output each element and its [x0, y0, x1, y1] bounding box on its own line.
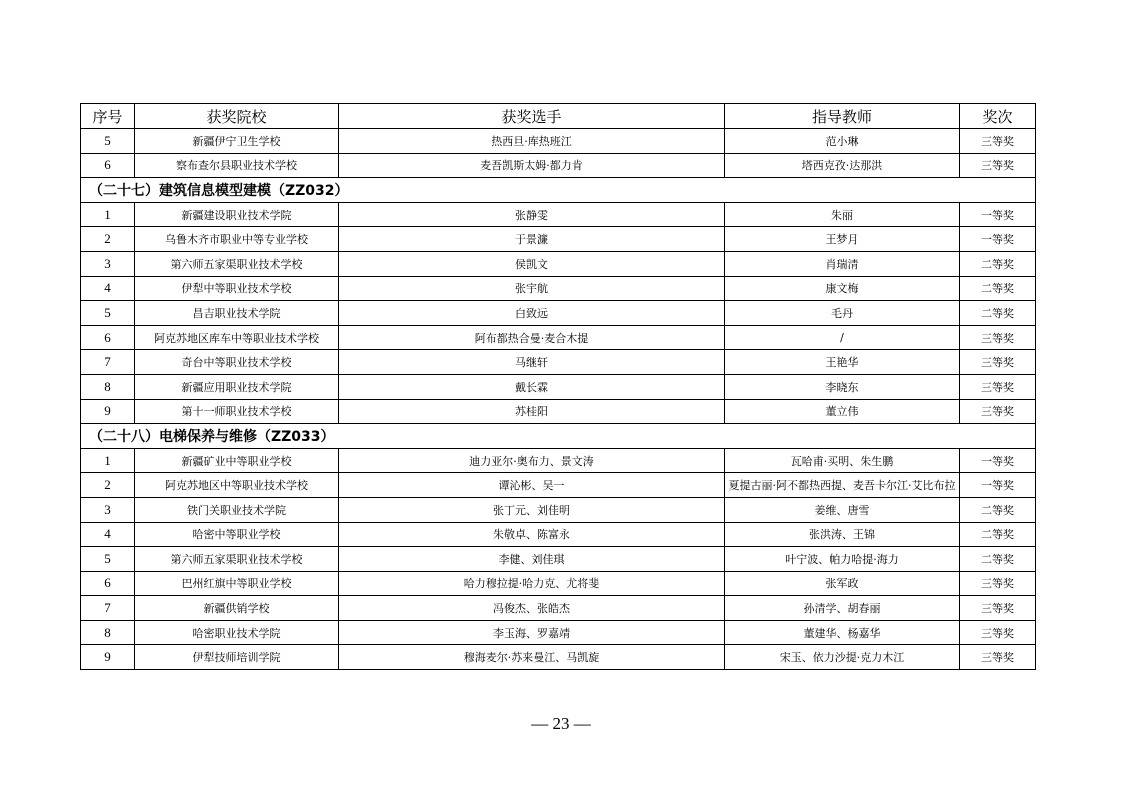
- table-row: [81, 645, 1036, 670]
- cell-index: 8: [81, 374, 135, 399]
- cell-contestant: 马继轩: [339, 350, 725, 375]
- cell-contestant: 冯俊杰、张皓杰: [339, 596, 725, 621]
- cell-award: 三等奖: [960, 325, 1036, 350]
- section-title: （二十八）电梯保养与维修（ZZ033）: [81, 424, 1036, 449]
- cell-index: 8: [81, 620, 135, 645]
- cell-school: 第六师五家渠职业技术学校: [135, 547, 339, 572]
- cell-school: 伊犁中等职业技术学校: [135, 276, 339, 301]
- cell-index: 7: [81, 350, 135, 375]
- cell-index: 5: [81, 301, 135, 326]
- cell-contestant: 迪力亚尔·奥布力、景文涛: [339, 448, 725, 473]
- cell-teacher: 范小琳: [725, 129, 960, 154]
- table-row: [81, 227, 1036, 252]
- section-header-row: [81, 424, 1036, 449]
- cell-school: 奇台中等职业技术学校: [135, 350, 339, 375]
- table-row: [81, 350, 1036, 375]
- cell-contestant: 白致远: [339, 301, 725, 326]
- table-row: [81, 547, 1036, 572]
- cell-award: 三等奖: [960, 596, 1036, 621]
- cell-teacher: 李晓东: [725, 374, 960, 399]
- cell-index: 2: [81, 473, 135, 498]
- cell-school: 新疆供销学校: [135, 596, 339, 621]
- cell-school: 第六师五家渠职业技术学校: [135, 251, 339, 276]
- cell-contestant: 李玉海、罗嘉靖: [339, 620, 725, 645]
- cell-school: 哈密中等职业学校: [135, 522, 339, 547]
- cell-contestant: 哈力穆拉提·哈力克、尤将斐: [339, 571, 725, 596]
- cell-contestant: 阿布都热合曼·麦合木提: [339, 325, 725, 350]
- cell-teacher: 塔西克孜·达那洪: [725, 153, 960, 178]
- cell-index: 5: [81, 129, 135, 154]
- cell-award: 一等奖: [960, 448, 1036, 473]
- cell-teacher: 朱丽: [725, 202, 960, 227]
- cell-contestant: 苏桂阳: [339, 399, 725, 424]
- cell-contestant: 麦吾凯斯太姆·都力肯: [339, 153, 725, 178]
- cell-teacher: 王艳华: [725, 350, 960, 375]
- cell-teacher: 张洪涛、王锦: [725, 522, 960, 547]
- cell-teacher: 康文梅: [725, 276, 960, 301]
- cell-teacher: 叶宁波、帕力哈提·海力: [725, 547, 960, 572]
- cell-school: 铁门关职业技术学院: [135, 497, 339, 522]
- cell-index: 6: [81, 571, 135, 596]
- cell-contestant: 张宇航: [339, 276, 725, 301]
- cell-teacher: 瓦哈甫·买明、朱生鹏: [725, 448, 960, 473]
- cell-award: 二等奖: [960, 497, 1036, 522]
- cell-award: 三等奖: [960, 399, 1036, 424]
- cell-contestant: 朱敬卓、陈富永: [339, 522, 725, 547]
- header-index: 序号: [81, 104, 135, 129]
- cell-award: 三等奖: [960, 153, 1036, 178]
- cell-school: 伊犁技师培训学院: [135, 645, 339, 670]
- table-row: [81, 473, 1036, 498]
- cell-contestant: 热西旦·库热班江: [339, 129, 725, 154]
- table-row: [81, 620, 1036, 645]
- table-row: [81, 276, 1036, 301]
- cell-award: 二等奖: [960, 547, 1036, 572]
- section-title: （二十七）建筑信息模型建模（ZZ032）: [81, 178, 1036, 203]
- header-school: 获奖院校: [135, 104, 339, 129]
- cell-school: 新疆建设职业技术学院: [135, 202, 339, 227]
- cell-contestant: 侯凯文: [339, 251, 725, 276]
- cell-school: 巴州红旗中等职业学校: [135, 571, 339, 596]
- table-row: [81, 399, 1036, 424]
- cell-award: 三等奖: [960, 571, 1036, 596]
- cell-award: 三等奖: [960, 645, 1036, 670]
- cell-award: 二等奖: [960, 251, 1036, 276]
- cell-award: 三等奖: [960, 129, 1036, 154]
- cell-contestant: 于景濂: [339, 227, 725, 252]
- cell-index: 7: [81, 596, 135, 621]
- cell-award: 一等奖: [960, 202, 1036, 227]
- cell-index: 6: [81, 325, 135, 350]
- cell-index: 1: [81, 202, 135, 227]
- cell-award: 二等奖: [960, 301, 1036, 326]
- cell-school: 新疆应用职业技术学院: [135, 374, 339, 399]
- cell-index: 6: [81, 153, 135, 178]
- cell-school: 哈密职业技术学院: [135, 620, 339, 645]
- cell-contestant: 戴长霖: [339, 374, 725, 399]
- cell-award: 三等奖: [960, 350, 1036, 375]
- cell-index: 3: [81, 251, 135, 276]
- table-row: [81, 251, 1036, 276]
- cell-contestant: 张丁元、刘佳明: [339, 497, 725, 522]
- cell-contestant: 张静雯: [339, 202, 725, 227]
- cell-award: 一等奖: [960, 473, 1036, 498]
- cell-index: 4: [81, 522, 135, 547]
- table-header-row: [81, 104, 1036, 129]
- cell-contestant: 谭沁彬、吴一: [339, 473, 725, 498]
- cell-teacher: 姜维、唐雪: [725, 497, 960, 522]
- header-teacher: 指导教师: [725, 104, 960, 129]
- cell-contestant: 李健、刘佳琪: [339, 547, 725, 572]
- section-header-row: [81, 178, 1036, 203]
- table-row: [81, 129, 1036, 154]
- table-row: [81, 571, 1036, 596]
- cell-award: 二等奖: [960, 276, 1036, 301]
- table-row: [81, 448, 1036, 473]
- table-row: [81, 202, 1036, 227]
- cell-award: 三等奖: [960, 620, 1036, 645]
- table-row: [81, 301, 1036, 326]
- table-row: [81, 522, 1036, 547]
- cell-index: 2: [81, 227, 135, 252]
- table-row: [81, 325, 1036, 350]
- cell-teacher: 董建华、杨嘉华: [725, 620, 960, 645]
- cell-index: 5: [81, 547, 135, 572]
- cell-teacher: 宋玉、依力沙提·克力木江: [725, 645, 960, 670]
- cell-teacher: 董立伟: [725, 399, 960, 424]
- cell-school: 察布查尔县职业技术学校: [135, 153, 339, 178]
- cell-award: 三等奖: [960, 374, 1036, 399]
- cell-index: 9: [81, 645, 135, 670]
- cell-index: 9: [81, 399, 135, 424]
- cell-index: 1: [81, 448, 135, 473]
- cell-contestant: 穆海麦尔·苏来曼江、马凯旋: [339, 645, 725, 670]
- cell-school: 阿克苏地区中等职业技术学校: [135, 473, 339, 498]
- table-body: [81, 129, 1036, 670]
- cell-school: 新疆矿业中等职业学校: [135, 448, 339, 473]
- cell-award: 一等奖: [960, 227, 1036, 252]
- cell-school: 乌鲁木齐市职业中等专业学校: [135, 227, 339, 252]
- cell-teacher: 王梦月: [725, 227, 960, 252]
- table-row: [81, 374, 1036, 399]
- awards-table: [80, 103, 1036, 670]
- header-award: 奖次: [960, 104, 1036, 129]
- cell-school: 新疆伊宁卫生学校: [135, 129, 339, 154]
- cell-index: 3: [81, 497, 135, 522]
- cell-teacher: /: [725, 325, 960, 350]
- cell-school: 第十一师职业技术学校: [135, 399, 339, 424]
- table-row: [81, 153, 1036, 178]
- header-contestant: 获奖选手: [339, 104, 725, 129]
- table-row: [81, 497, 1036, 522]
- table-row: [81, 596, 1036, 621]
- cell-teacher: 张军政: [725, 571, 960, 596]
- cell-school: 阿克苏地区库车中等职业技术学校: [135, 325, 339, 350]
- cell-teacher: 夏提古丽·阿不都热西提、麦吾卡尔江·艾比布拉: [725, 473, 960, 498]
- cell-index: 4: [81, 276, 135, 301]
- cell-school: 昌吉职业技术学院: [135, 301, 339, 326]
- cell-teacher: 毛丹: [725, 301, 960, 326]
- cell-teacher: 孙清学、胡春丽: [725, 596, 960, 621]
- cell-award: 二等奖: [960, 522, 1036, 547]
- cell-teacher: 肖瑞清: [725, 251, 960, 276]
- page-number: — 23 —: [531, 714, 591, 733]
